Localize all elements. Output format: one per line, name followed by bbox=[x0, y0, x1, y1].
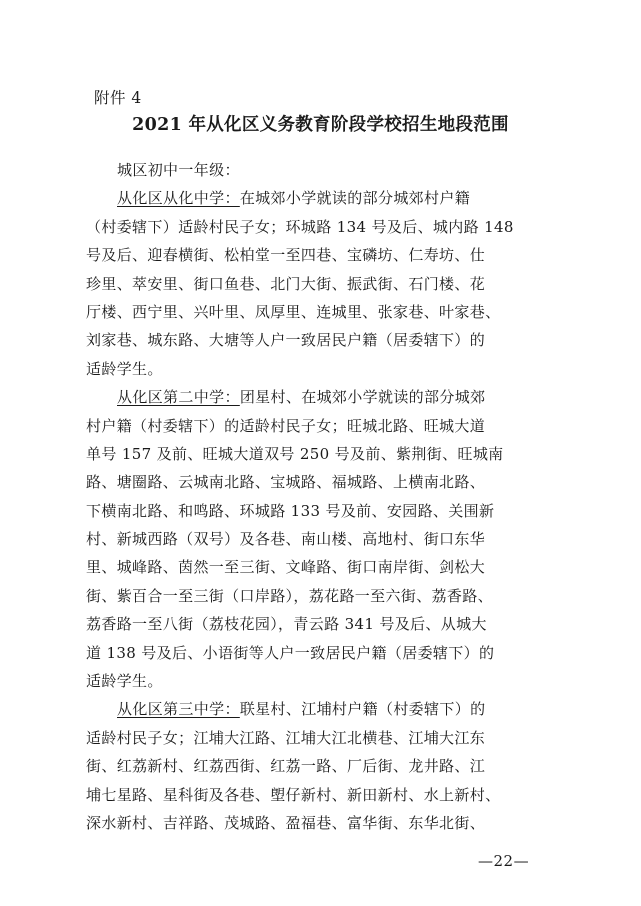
paragraph-line: 厅楼、西宁里、兴叶里、凤厚里、连城里、张家巷、叶家巷、 bbox=[86, 302, 501, 321]
paragraph-line bbox=[117, 386, 485, 407]
paragraph-line bbox=[117, 187, 470, 208]
paragraph-line: 荔香路一至八街（荔枝花园），青云路 341 号及后、从城大 bbox=[86, 615, 487, 634]
paragraph-line: 街、紫百合一至三街（口岸路），荔花路一至六街、荔香路、 bbox=[86, 586, 493, 605]
paragraph-line: 村户籍（村委辖下）的适龄村民子女；旺城北路、旺城大道 bbox=[86, 416, 486, 435]
school-name-third: 从化区第三中学： bbox=[117, 700, 240, 719]
paragraph-line: 道 138 号及后、小语街等人户一致居民户籍（居委辖下）的 bbox=[86, 643, 495, 662]
paragraph-text: 联星村、江埔村户籍（村委辖下）的 bbox=[239, 700, 486, 719]
paragraph-line: （村委辖下）适龄村民子女；环城路 134 号及后、城内路 148 bbox=[86, 217, 514, 236]
paragraph-text: 在城郊小学就读的部分城郊村户籍 bbox=[239, 189, 471, 208]
school-name-second: 从化区第二中学： bbox=[117, 388, 240, 407]
paragraph-line: 埔七星路、星科街及各巷、塱仔新村、新田新村、水上新村、 bbox=[86, 785, 501, 804]
paragraph-line: 村、新城西路（双号）及各巷、南山楼、高地村、街口东华 bbox=[86, 530, 486, 549]
paragraph-line: 街、红荔新村、红荔西街、红荔一路、厂后街、龙井路、江 bbox=[86, 757, 486, 776]
paragraph-line: 适龄学生。 bbox=[86, 672, 163, 691]
paragraph-line: 深水新村、吉祥路、茂城路、盈福巷、富华街、东华北街、 bbox=[86, 814, 486, 832]
paragraph-line: 路、塘圈路、云城南北路、宝城路、福城路、上横南北路、 bbox=[86, 473, 486, 492]
paragraph-line: 适龄学生。 bbox=[86, 359, 163, 378]
document-title: 2021 年从化区义务教育阶段学校招生地段范围 bbox=[132, 115, 509, 135]
paragraph-line: 里、城峰路、茵然一至三街、文峰路、街口南岸街、剑松大 bbox=[86, 558, 486, 577]
paragraph-line: 珍里、萃安里、街口鱼巷、北门大街、振武街、石门楼、花 bbox=[86, 274, 486, 293]
paragraph-line: 号及后、迎春横街、松柏堂一至四巷、宝磷坊、仁寿坊、仕 bbox=[86, 246, 486, 265]
school-name-congzhua: 从化区从化中学： bbox=[117, 189, 240, 208]
paragraph-line: 单号 157 及前、旺城大道双号 250 号及前、紫荆街、旺城南 bbox=[86, 444, 504, 463]
annex-label: 附件 4 bbox=[94, 89, 142, 107]
paragraph-line: 刘家巷、城东路、大塘等人户一致居民户籍（居委辖下）的 bbox=[86, 331, 486, 350]
paragraph-line bbox=[117, 698, 485, 719]
paragraph-line: 适龄村民子女；江埔大江路、江埔大江北横巷、江埔大江东 bbox=[86, 728, 486, 747]
page-number: —22— bbox=[478, 852, 530, 870]
paragraph-line: 下横南北路、和鸣路、环城路 133 号及前、安园路、关围新 bbox=[86, 501, 495, 520]
section-heading: 城区初中一年级： bbox=[117, 161, 240, 179]
paragraph-text: 团星村、在城郊小学就读的部分城郊 bbox=[239, 388, 486, 407]
